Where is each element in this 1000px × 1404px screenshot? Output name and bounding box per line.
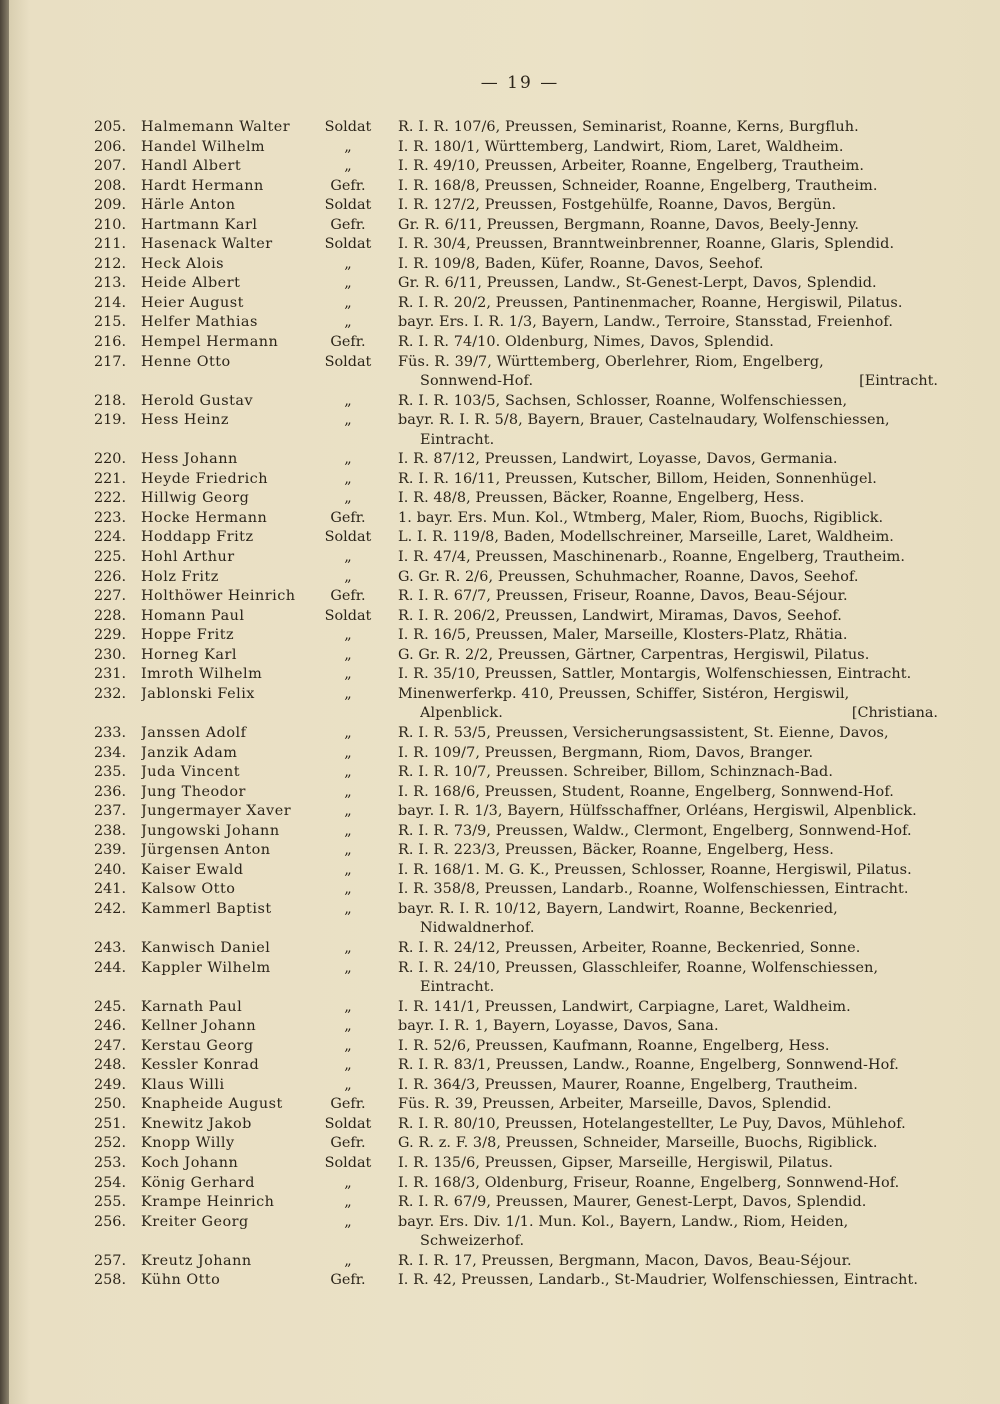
entry-info-continued: Alpenblick. xyxy=(420,705,503,722)
page-number: — 19 — xyxy=(480,73,560,93)
entry-name: Jungermayer Xaver xyxy=(141,803,292,820)
entry-name: Härle Anton xyxy=(141,197,236,214)
entry-info: I. R. 35/10, Preussen, Sattler, Montargis, Wolfenschiessen, Eintracht. xyxy=(398,666,912,683)
entry-name: Hardt Hermann xyxy=(141,177,264,194)
entry-rank: „ xyxy=(344,881,352,898)
entry-info: R. I. R. 16/11, Preussen, Kutscher, Billom, Heiden, Sonnenhügel. xyxy=(398,470,877,487)
entry-number: 234. xyxy=(94,744,127,761)
entry-name: Kessler Konrad xyxy=(141,1057,260,1074)
entry-name: Knapheide August xyxy=(141,1096,283,1113)
entry-rank: „ xyxy=(344,744,352,761)
entry-number: 243. xyxy=(94,939,127,956)
entry-name: Kreutz Johann xyxy=(141,1252,252,1269)
entry-name: Helfer Mathias xyxy=(141,314,258,331)
list-entry xyxy=(0,822,1000,842)
entry-rank: „ xyxy=(344,392,352,409)
entry-number: 229. xyxy=(94,627,127,644)
entry-rank: „ xyxy=(344,294,352,311)
entry-rank: „ xyxy=(344,685,352,702)
entry-rank: „ xyxy=(344,314,352,331)
entry-number: 214. xyxy=(94,294,127,311)
entry-info: I. R. 135/6, Preussen, Gipser, Marseille, Hergiswil, Pilatus. xyxy=(398,1154,834,1171)
entry-rank: „ xyxy=(344,939,352,956)
list-entry xyxy=(0,450,1000,470)
list-entry xyxy=(0,196,1000,216)
entry-number: 222. xyxy=(94,490,127,507)
entry-name: Hohl Arthur xyxy=(141,549,235,566)
entry-name: Kreiter Georg xyxy=(141,1213,249,1230)
entry-number: 256. xyxy=(94,1213,127,1230)
list-entry xyxy=(0,998,1000,1018)
entry-number: 250. xyxy=(94,1096,127,1113)
entry-number: 237. xyxy=(94,803,127,820)
entry-name: Imroth Wilhelm xyxy=(141,666,263,683)
entry-number: 215. xyxy=(94,314,127,331)
entry-info: R. I. R. 103/5, Sachsen, Schlosser, Roanne, Wolfenschiessen, xyxy=(398,392,848,409)
entry-number: 227. xyxy=(94,588,127,605)
entry-info: R. I. R. 74/10. Oldenburg, Nimes, Davos, Splendid. xyxy=(398,334,774,351)
entry-info: I. R. 141/1, Preussen, Landwirt, Carpiagne, Laret, Waldheim. xyxy=(398,998,851,1015)
entry-number: 230. xyxy=(94,646,127,663)
entry-name: Karnath Paul xyxy=(141,998,243,1015)
entry-number: 213. xyxy=(94,275,127,292)
list-entry xyxy=(0,274,1000,294)
entry-rank: „ xyxy=(344,490,352,507)
entry-name: Holthöwer Heinrich xyxy=(141,588,296,605)
list-entry xyxy=(0,118,1000,138)
entry-rank: Gefr. xyxy=(330,588,366,605)
entry-name: Kühn Otto xyxy=(141,1272,221,1289)
entry-info: I. R. 87/12, Preussen, Landwirt, Loyasse, Davos, Germania. xyxy=(398,451,838,468)
entry-info: 1. bayr. Ers. Mun. Kol., Wtmberg, Maler, Riom, Buochs, Rigiblick. xyxy=(398,509,884,526)
list-entry xyxy=(0,1271,1000,1291)
entry-info: R. I. R. 206/2, Preussen, Landwirt, Miramas, Davos, Seehof. xyxy=(398,607,842,624)
entry-number: 223. xyxy=(94,509,127,526)
list-entry xyxy=(0,744,1000,764)
entry-rank: „ xyxy=(344,1037,352,1054)
list-entry xyxy=(0,411,1000,431)
entry-rank: Gefr. xyxy=(330,216,366,233)
entry-info-continued: Schweizerhof. xyxy=(420,1233,525,1250)
entry-rank: Soldat xyxy=(324,529,372,546)
entry-name: Handel Wilhelm xyxy=(141,138,266,155)
list-entry xyxy=(0,353,1000,373)
entry-rank: „ xyxy=(344,549,352,566)
entry-number: 228. xyxy=(94,607,127,624)
list-entry xyxy=(0,626,1000,646)
entry-info: bayr. R. I. R. 10/12, Bayern, Landwirt, Roanne, Beckenried, xyxy=(398,900,838,917)
entry-rank: „ xyxy=(344,1213,352,1230)
entry-info: bayr. R. I. R. 5/8, Bayern, Brauer, Castelnaudary, Wolfenschiessen, xyxy=(398,412,890,429)
entry-info: Füs. R. 39/7, Württemberg, Oberlehrer, Riom, Engelberg, xyxy=(398,353,824,370)
entry-number: 217. xyxy=(94,353,127,370)
list-entry xyxy=(0,548,1000,568)
entry-number: 211. xyxy=(94,236,127,253)
entry-rank: „ xyxy=(344,1018,352,1035)
entry-number: 233. xyxy=(94,724,127,741)
entry-rank: „ xyxy=(344,255,352,272)
entry-rank: Gefr. xyxy=(330,334,366,351)
entry-info: I. R. 47/4, Preussen, Maschinenarb., Roanne, Engelberg, Trautheim. xyxy=(398,549,906,566)
entry-info: R. I. R. 223/3, Preussen, Bäcker, Roanne, Engelberg, Hess. xyxy=(398,842,834,859)
entry-rank: Soldat xyxy=(324,353,372,370)
entry-rank: Soldat xyxy=(324,197,372,214)
entry-rank: „ xyxy=(344,412,352,429)
list-entry xyxy=(0,216,1000,236)
entry-number: 226. xyxy=(94,568,127,585)
prisoner-list xyxy=(0,118,1000,1291)
entry-info: G. Gr. R. 2/2, Preussen, Gärtner, Carpentras, Hergiswil, Pilatus. xyxy=(398,646,870,663)
entry-rank: Gefr. xyxy=(330,177,366,194)
entry-number: 255. xyxy=(94,1194,127,1211)
list-entry xyxy=(0,959,1000,979)
list-entry xyxy=(0,1056,1000,1076)
entry-number: 231. xyxy=(94,666,127,683)
entry-number: 258. xyxy=(94,1272,127,1289)
entry-name: Hess Johann xyxy=(141,451,238,468)
entry-rank: „ xyxy=(344,724,352,741)
entry-name: Jung Theodor xyxy=(141,783,246,800)
entry-info-carryover: [Christiana. xyxy=(851,705,938,722)
list-entry xyxy=(0,685,1000,705)
list-entry xyxy=(0,783,1000,803)
entry-info: R. I. R. 83/1, Preussen, Landw., Roanne, Engelberg, Sonnwend-Hof. xyxy=(398,1057,899,1074)
entry-rank: „ xyxy=(344,842,352,859)
entry-number: 207. xyxy=(94,158,127,175)
entry-info: I. R. 48/8, Preussen, Bäcker, Roanne, Engelberg, Hess. xyxy=(398,490,805,507)
entry-rank: „ xyxy=(344,470,352,487)
entry-info: R. I. R. 67/9, Preussen, Maurer, Genest-Lerpt, Davos, Splendid. xyxy=(398,1194,867,1211)
entry-number: 236. xyxy=(94,783,127,800)
entry-info-continued: Eintracht. xyxy=(420,979,495,996)
entry-rank: „ xyxy=(344,1252,352,1269)
list-entry xyxy=(0,1037,1000,1057)
entry-name: Heide Albert xyxy=(141,275,241,292)
list-entry xyxy=(0,1134,1000,1154)
list-entry xyxy=(0,763,1000,783)
entry-rank: Gefr. xyxy=(330,1272,366,1289)
entry-name: Hasenack Walter xyxy=(141,236,273,253)
entry-rank: „ xyxy=(344,275,352,292)
entry-info: bayr. I. R. 1/3, Bayern, Hülfsschaffner, Orléans, Hergiswil, Alpenblick. xyxy=(398,803,917,820)
list-entry xyxy=(0,255,1000,275)
entry-number: 251. xyxy=(94,1115,127,1132)
entry-number: 235. xyxy=(94,764,127,781)
entry-number: 218. xyxy=(94,392,127,409)
entry-info: I. R. 52/6, Preussen, Kaufmann, Roanne, Engelberg, Hess. xyxy=(398,1037,830,1054)
entry-number: 210. xyxy=(94,216,127,233)
entry-name: Homann Paul xyxy=(141,607,245,624)
entry-name: Jablonski Felix xyxy=(141,685,255,702)
entry-name: Kammerl Baptist xyxy=(141,900,272,917)
entry-name: Knewitz Jakob xyxy=(141,1115,252,1132)
entry-rank: „ xyxy=(344,138,352,155)
entry-number: 248. xyxy=(94,1057,127,1074)
entry-rank: „ xyxy=(344,158,352,175)
entry-name: Jürgensen Anton xyxy=(141,842,271,859)
entry-rank: Soldat xyxy=(324,607,372,624)
entry-name: Juda Vincent xyxy=(141,764,241,781)
list-entry-continuation xyxy=(0,1232,1000,1252)
list-entry xyxy=(0,392,1000,412)
list-entry xyxy=(0,568,1000,588)
entry-number: 241. xyxy=(94,881,127,898)
entry-name: Hartmann Karl xyxy=(141,216,258,233)
entry-number: 206. xyxy=(94,138,127,155)
entry-name: Hoddapp Fritz xyxy=(141,529,254,546)
list-entry xyxy=(0,528,1000,548)
entry-info-continued: Eintracht. xyxy=(420,431,495,448)
entry-number: 257. xyxy=(94,1252,127,1269)
entry-name: Holz Fritz xyxy=(141,568,219,585)
entry-name: Jungowski Johann xyxy=(141,822,280,839)
entry-rank: Gefr. xyxy=(330,509,366,526)
entry-name: Knopp Willy xyxy=(141,1135,235,1152)
entry-rank: Soldat xyxy=(324,236,372,253)
list-entry xyxy=(0,470,1000,490)
entry-info: I. R. 49/10, Preussen, Arbeiter, Roanne, Engelberg, Trautheim. xyxy=(398,158,865,175)
list-entry xyxy=(0,138,1000,158)
entry-number: 205. xyxy=(94,119,127,135)
entry-number: 239. xyxy=(94,842,127,859)
entry-number: 232. xyxy=(94,685,127,702)
entry-info: bayr. I. R. 1, Bayern, Loyasse, Davos, Sana. xyxy=(398,1018,719,1035)
entry-info: R. I. R. 24/12, Preussen, Arbeiter, Roanne, Beckenried, Sonne. xyxy=(398,939,861,956)
entry-name: Henne Otto xyxy=(141,353,231,370)
entry-info-carryover: [Eintracht. xyxy=(859,373,938,390)
list-entry-continuation xyxy=(0,704,1000,724)
list-entry xyxy=(0,509,1000,529)
entry-info: I. R. 180/1, Württemberg, Landwirt, Riom, Laret, Waldheim. xyxy=(398,138,844,155)
list-entry xyxy=(0,1095,1000,1115)
entry-name: Hillwig Georg xyxy=(141,490,250,507)
entry-rank: Soldat xyxy=(324,1115,372,1132)
entry-info: I. R. 42, Preussen, Landarb., St-Maudrier, Wolfenschiessen, Eintracht. xyxy=(398,1272,919,1289)
list-entry xyxy=(0,607,1000,627)
entry-info: I. R. 168/8, Preussen, Schneider, Roanne, Engelberg, Trautheim. xyxy=(398,177,878,194)
entry-number: 221. xyxy=(94,470,127,487)
entry-info: I. R. 364/3, Preussen, Maurer, Roanne, Engelberg, Trautheim. xyxy=(398,1076,858,1093)
list-entry xyxy=(0,1115,1000,1135)
entry-info: R. I. R. 17, Preussen, Bergmann, Macon, Davos, Beau-Séjour. xyxy=(398,1252,852,1269)
entry-number: 245. xyxy=(94,998,127,1015)
list-entry xyxy=(0,294,1000,314)
entry-number: 212. xyxy=(94,255,127,272)
list-entry-continuation xyxy=(0,431,1000,451)
entry-name: Heck Alois xyxy=(141,255,225,272)
entry-info: G. R. z. F. 3/8, Preussen, Schneider, Marseille, Buochs, Rigiblick. xyxy=(398,1135,878,1152)
entry-number: 247. xyxy=(94,1037,127,1054)
entry-number: 240. xyxy=(94,861,127,878)
list-entry xyxy=(0,1193,1000,1213)
entry-rank: „ xyxy=(344,451,352,468)
list-entry xyxy=(0,939,1000,959)
entry-rank: „ xyxy=(344,959,352,976)
entry-number: 252. xyxy=(94,1135,127,1152)
entry-number: 244. xyxy=(94,959,127,976)
entry-rank: „ xyxy=(344,1194,352,1211)
list-entry xyxy=(0,841,1000,861)
entry-name: Kellner Johann xyxy=(141,1018,257,1035)
entry-number: 246. xyxy=(94,1018,127,1035)
entry-rank: „ xyxy=(344,783,352,800)
entry-info: I. R. 109/8, Baden, Küfer, Roanne, Davos, Seehof. xyxy=(398,255,764,272)
entry-info: I. R. 168/1. M. G. K., Preussen, Schlosser, Roanne, Hergiswil, Pilatus. xyxy=(398,861,912,878)
entry-info: I. R. 109/7, Preussen, Bergmann, Riom, Davos, Branger. xyxy=(398,744,814,761)
entry-name: Kerstau Georg xyxy=(141,1037,254,1054)
list-entry xyxy=(0,802,1000,822)
list-entry xyxy=(0,489,1000,509)
entry-info: R. I. R. 80/10, Preussen, Hotelangestellter, Le Puy, Davos, Mühlehof. xyxy=(398,1115,906,1132)
entry-rank: „ xyxy=(344,803,352,820)
entry-number: 224. xyxy=(94,529,127,546)
entry-info-continued: Nidwaldnerhof. xyxy=(420,920,535,937)
entry-info: bayr. Ers. I. R. 1/3, Bayern, Landw., Terroire, Stansstad, Freienhof. xyxy=(398,314,893,331)
list-entry xyxy=(0,235,1000,255)
entry-number: 225. xyxy=(94,549,127,566)
entry-info: I. R. 127/2, Preussen, Fostgehülfe, Roanne, Davos, Bergün. xyxy=(398,197,837,214)
entry-number: 209. xyxy=(94,197,127,214)
list-entry xyxy=(0,1017,1000,1037)
entry-info-continued: Sonnwend-Hof. xyxy=(420,373,534,390)
entry-info: I. R. 168/3, Oldenburg, Friseur, Roanne, Engelberg, Sonnwend-Hof. xyxy=(398,1174,900,1191)
entry-name: Kanwisch Daniel xyxy=(141,939,271,956)
entry-rank: „ xyxy=(344,861,352,878)
entry-info: R. I. R. 24/10, Preussen, Glasschleifer, Roanne, Wolfenschiessen, xyxy=(398,959,879,976)
entry-rank: „ xyxy=(344,1076,352,1093)
entry-info: R. I. R. 53/5, Preussen, Versicherungsassistent, St. Eienne, Davos, xyxy=(398,724,889,741)
entry-name: König Gerhard xyxy=(141,1174,256,1191)
entry-number: 208. xyxy=(94,177,127,194)
entry-rank: „ xyxy=(344,822,352,839)
entry-name: Hoppe Fritz xyxy=(141,627,235,644)
list-entry xyxy=(0,1076,1000,1096)
entry-info: I. R. 30/4, Preussen, Branntweinbrenner, Roanne, Glaris, Splendid. xyxy=(398,236,895,253)
entry-name: Herold Gustav xyxy=(141,392,254,409)
list-entry xyxy=(0,900,1000,920)
entry-rank: „ xyxy=(344,646,352,663)
list-entry xyxy=(0,157,1000,177)
entry-number: 220. xyxy=(94,451,127,468)
entry-info: I. R. 358/8, Preussen, Landarb., Roanne, Wolfenschiessen, Eintracht. xyxy=(398,881,909,898)
entry-info: R. I. R. 73/9, Preussen, Waldw., Clermont, Engelberg, Sonnwend-Hof. xyxy=(398,822,912,839)
entry-number: 249. xyxy=(94,1076,127,1093)
list-entry xyxy=(0,1252,1000,1272)
list-entry xyxy=(0,1174,1000,1194)
entry-name: Halmemann Walter xyxy=(141,119,291,135)
entry-name: Janssen Adolf xyxy=(141,724,247,741)
list-entry xyxy=(0,1154,1000,1174)
entry-info: Gr. R. 6/11, Preussen, Landw., St-Genest-Lerpt, Davos, Splendid. xyxy=(398,275,877,292)
entry-info: bayr. Ers. Div. 1/1. Mun. Kol., Bayern, Landw., Riom, Heiden, xyxy=(398,1213,849,1230)
entry-info: R. I. R. 20/2, Preussen, Pantinenmacher, Roanne, Hergiswil, Pilatus. xyxy=(398,294,903,311)
entry-name: Heier August xyxy=(141,294,244,311)
entry-number: 242. xyxy=(94,900,127,917)
entry-name: Hess Heinz xyxy=(141,412,229,429)
list-entry xyxy=(0,646,1000,666)
list-entry xyxy=(0,861,1000,881)
entry-name: Heyde Friedrich xyxy=(141,470,269,487)
entry-name: Koch Johann xyxy=(141,1154,239,1171)
entry-number: 254. xyxy=(94,1174,127,1191)
entry-info: I. R. 168/6, Preussen, Student, Roanne, Engelberg, Sonnwend-Hof. xyxy=(398,783,894,800)
entry-rank: Gefr. xyxy=(330,1135,366,1152)
entry-rank: Soldat xyxy=(324,1154,372,1171)
list-entry xyxy=(0,1213,1000,1233)
entry-name: Hempel Hermann xyxy=(141,334,279,351)
entry-name: Krampe Heinrich xyxy=(141,1194,275,1211)
entry-number: 216. xyxy=(94,334,127,351)
list-entry xyxy=(0,587,1000,607)
list-entry-continuation xyxy=(0,919,1000,939)
entry-rank: Gefr. xyxy=(330,1096,366,1113)
entry-name: Janzik Adam xyxy=(141,744,238,761)
list-entry xyxy=(0,333,1000,353)
entry-name: Kaiser Ewald xyxy=(141,861,244,878)
entry-info: G. Gr. R. 2/6, Preussen, Schuhmacher, Roanne, Davos, Seehof. xyxy=(398,568,859,585)
entry-rank: „ xyxy=(344,666,352,683)
entry-rank: „ xyxy=(344,998,352,1015)
entry-rank: „ xyxy=(344,1057,352,1074)
list-entry xyxy=(0,665,1000,685)
entry-info: I. R. 16/5, Preussen, Maler, Marseille, Klosters-Platz, Rhätia. xyxy=(398,627,848,644)
entry-info: L. I. R. 119/8, Baden, Modellschreiner, Marseille, Laret, Waldheim. xyxy=(398,529,894,546)
entry-name: Kappler Wilhelm xyxy=(141,959,271,976)
entry-number: 253. xyxy=(94,1154,127,1171)
list-entry-continuation xyxy=(0,978,1000,998)
entry-info: Minenwerferkp. 410, Preussen, Schiffer, Sistéron, Hergiswil, xyxy=(398,685,850,702)
entry-info: R. I. R. 107/6, Preussen, Seminarist, Roanne, Kerns, Burgfluh. xyxy=(398,119,859,135)
entry-rank: „ xyxy=(344,568,352,585)
entry-rank: „ xyxy=(344,900,352,917)
list-entry xyxy=(0,313,1000,333)
list-entry xyxy=(0,724,1000,744)
entry-name: Kalsow Otto xyxy=(141,881,236,898)
entry-info: R. I. R. 10/7, Preussen. Schreiber, Billom, Schinznach-Bad. xyxy=(398,764,834,781)
entry-info: R. I. R. 67/7, Preussen, Friseur, Roanne, Davos, Beau-Séjour. xyxy=(398,588,848,605)
list-entry-continuation xyxy=(0,372,1000,392)
list-entry xyxy=(0,880,1000,900)
entry-rank: „ xyxy=(344,764,352,781)
entry-name: Handl Albert xyxy=(141,158,242,175)
entry-rank: „ xyxy=(344,1174,352,1191)
entry-info: Gr. R. 6/11, Preussen, Bergmann, Roanne, Davos, Beely-Jenny. xyxy=(398,216,860,233)
entry-info: Füs. R. 39, Preussen, Arbeiter, Marseille, Davos, Splendid. xyxy=(398,1096,832,1113)
entry-name: Hocke Hermann xyxy=(141,509,268,526)
entry-rank: Soldat xyxy=(324,119,372,135)
entry-number: 219. xyxy=(94,412,127,429)
entry-number: 238. xyxy=(94,822,127,839)
entry-rank: „ xyxy=(344,627,352,644)
entry-name: Horneg Karl xyxy=(141,646,237,663)
list-entry xyxy=(0,177,1000,197)
entry-name: Klaus Willi xyxy=(141,1076,225,1093)
